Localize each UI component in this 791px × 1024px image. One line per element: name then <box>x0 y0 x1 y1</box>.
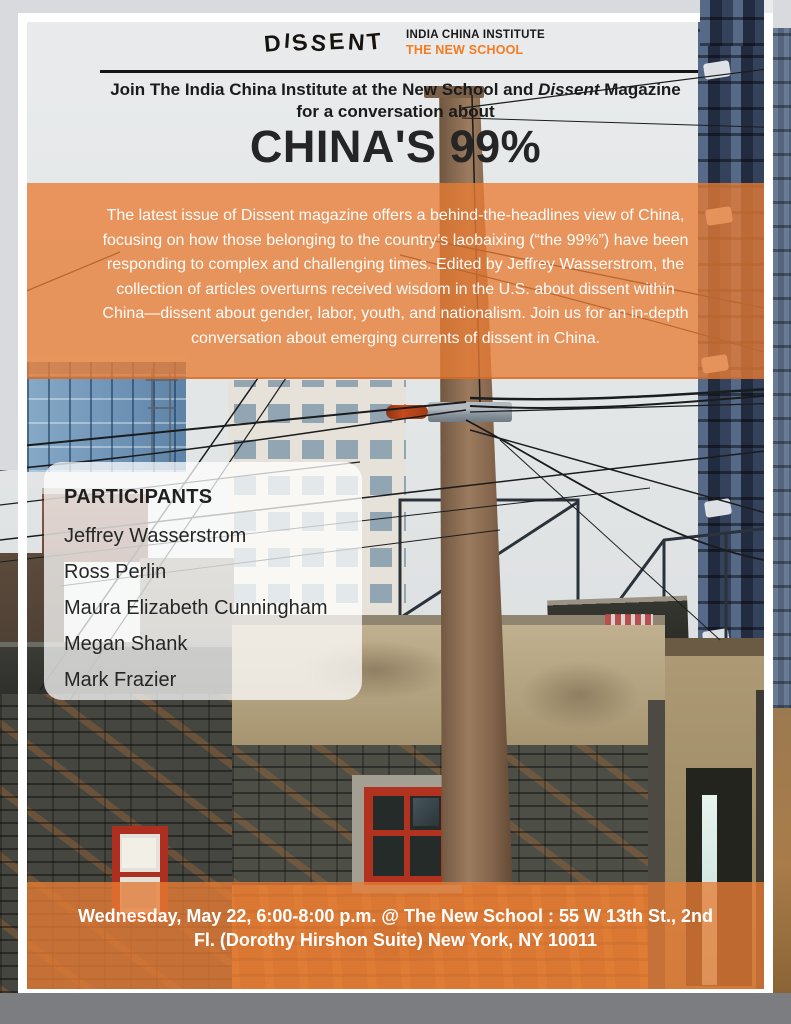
scan-gray-bar-bottom <box>0 993 791 1024</box>
highrise-bleed-top <box>700 0 764 46</box>
participants-heading: PARTICIPANTS <box>64 486 213 508</box>
intro-line1: Join The India China Institute at the New School and Dissent Magazine <box>110 80 681 99</box>
participant-name: Jeffrey Wasserstrom <box>64 525 247 547</box>
highrise-bleed-right <box>773 28 791 708</box>
new-school-logo-the-new: THE NEW <box>406 43 469 57</box>
dissent-magazine-logo: DISSENT <box>262 27 386 58</box>
scan-margin-left <box>0 0 18 470</box>
new-school-logo-school: SCHOOL <box>468 43 524 57</box>
scan-margin-top <box>0 0 700 13</box>
description-paragraph: The latest issue of Dissent magazine offers a behind-the-headlines view of China, focusing on how those belonging to the country’s laobaixing (“the 99%”) have been responding to complex and challenging times. Edited by Jeffrey Wasserstrom, the collection of articles overturns received wisdom in the U.S. about dissent within China—dissent about gender, labor, youth, and nationalism. Join us for an in-depth conversation about emerging currents of dissent in China. <box>102 207 689 347</box>
participant-name: Mark Frazier <box>64 669 177 691</box>
participant-name: Maura Elizabeth Cunningham <box>64 597 328 619</box>
white-border-frame <box>18 13 773 998</box>
participant-name: Ross Perlin <box>64 561 167 583</box>
intro-line2: for a conversation about <box>296 101 495 121</box>
participant-name: Megan Shank <box>64 633 188 655</box>
poster-title: CHINA'S 99% <box>249 121 542 172</box>
event-line2: Fl. (Dorothy Hirshon Suite) New York, NY 10011 <box>193 930 598 950</box>
photo-bleed-right <box>773 0 791 1024</box>
ici-logo-line1: INDIA CHINA INSTITUTE <box>406 29 545 41</box>
event-line1: Wednesday, May 22, 6:00-8:00 p.m. @ The New School : 55 W 13th St., 2nd <box>77 906 714 926</box>
wall-bleed-right <box>773 708 791 994</box>
